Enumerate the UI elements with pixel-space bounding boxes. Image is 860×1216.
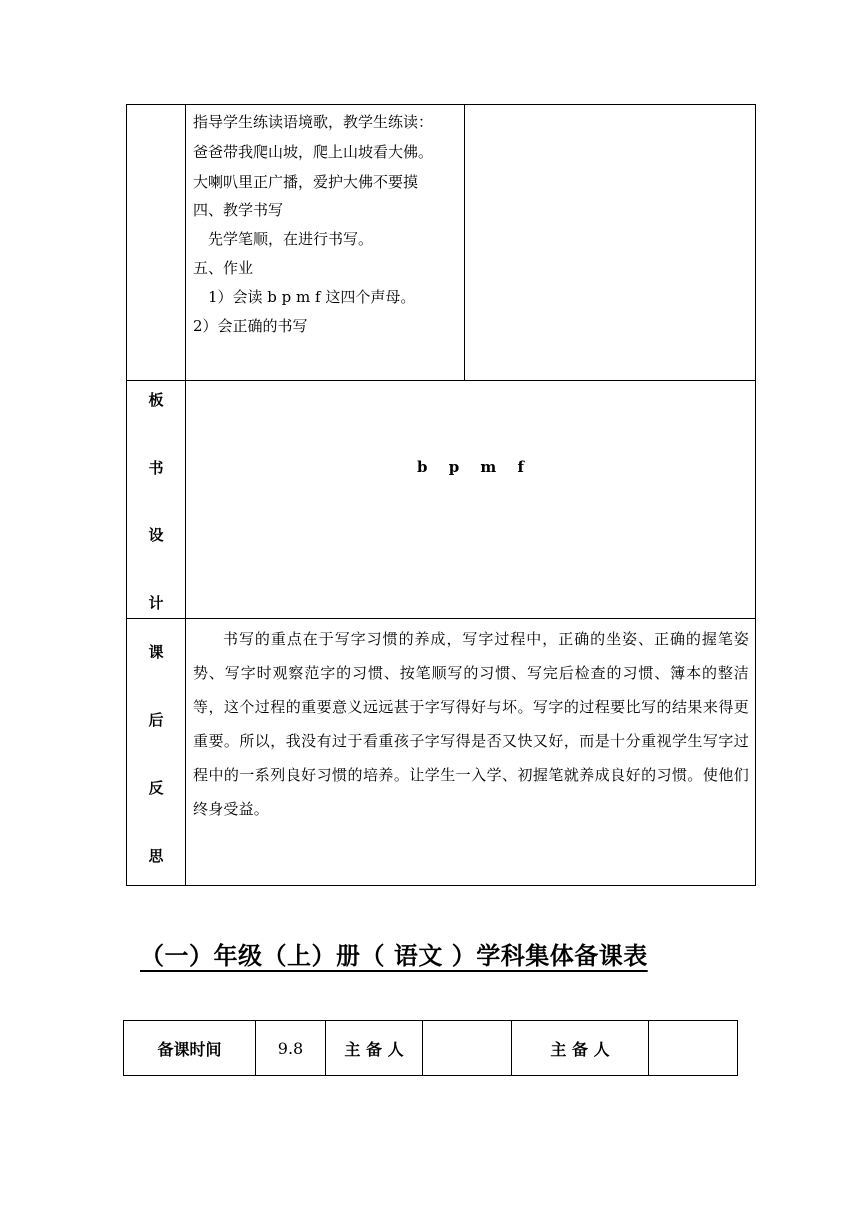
table-border-row2 bbox=[126, 618, 756, 619]
table2-border bbox=[737, 1020, 738, 1076]
table-border-mid-col bbox=[464, 104, 465, 381]
table-border-top bbox=[126, 104, 756, 105]
label-char: 后 bbox=[148, 711, 164, 729]
label-char: 思 bbox=[148, 847, 164, 865]
process-line: 爸爸带我爬山坡，爬上山坡看大佛。 bbox=[193, 143, 434, 161]
page-title: （一）年级（上）册（ 语文 ）学科集体备课表 bbox=[140, 942, 648, 970]
process-line: 四、教学书写 bbox=[193, 201, 284, 219]
label-char: 计 bbox=[148, 594, 164, 612]
table-border-bottom bbox=[126, 885, 756, 886]
host-value bbox=[423, 1021, 511, 1075]
board-design-content: b p m f bbox=[417, 458, 524, 476]
table-border-right bbox=[755, 104, 756, 886]
label-char: 板 bbox=[148, 391, 164, 409]
table-border-row1 bbox=[126, 380, 756, 381]
label-char: 反 bbox=[148, 779, 164, 797]
table-border-left bbox=[126, 104, 127, 886]
table-border-label-col bbox=[185, 104, 186, 886]
host-label: 主 备 人 bbox=[344, 1039, 404, 1059]
process-line: 大喇叭里正广播，爱护大佛不要摸 bbox=[193, 173, 419, 191]
time-value: 9.8 bbox=[277, 1038, 304, 1058]
label-char: 设 bbox=[148, 526, 164, 544]
host-value bbox=[649, 1021, 737, 1075]
table2-border-bottom bbox=[123, 1075, 738, 1076]
time-label: 备课时间 bbox=[157, 1039, 222, 1059]
reflection-text: 书写的重点在于写字习惯的养成，写字过程中，正确的坐姿、正确的握笔姿势、写字时观察范字的习惯、按笔顺写的习惯、写完后检查的习惯、簿本的整洁等，这个过程的重要意义远远甚于字写得好与坏。写字的过程要比写的结果来得更重要。所以，我没有过于看重孩子字写得是否又快又好，而是十分重视学生写字过程中的一系列良好习惯的培养。让学生一入学、初握笔就养成良好的习惯。使他们终身受益。 bbox=[193, 630, 749, 818]
process-line: 指导学生练读语境歌，教学生练读： bbox=[193, 113, 434, 131]
label-char: 书 bbox=[148, 459, 164, 477]
host-label: 主 备 人 bbox=[550, 1039, 610, 1059]
process-line: 1）会读 b p m f 这四个声母。 bbox=[193, 288, 416, 306]
process-line: 2）会正确的书写 bbox=[193, 317, 308, 335]
label-char: 课 bbox=[148, 643, 164, 661]
process-line: 先学笔顺，在进行书写。 bbox=[193, 230, 374, 248]
process-line: 五、作业 bbox=[193, 259, 254, 277]
